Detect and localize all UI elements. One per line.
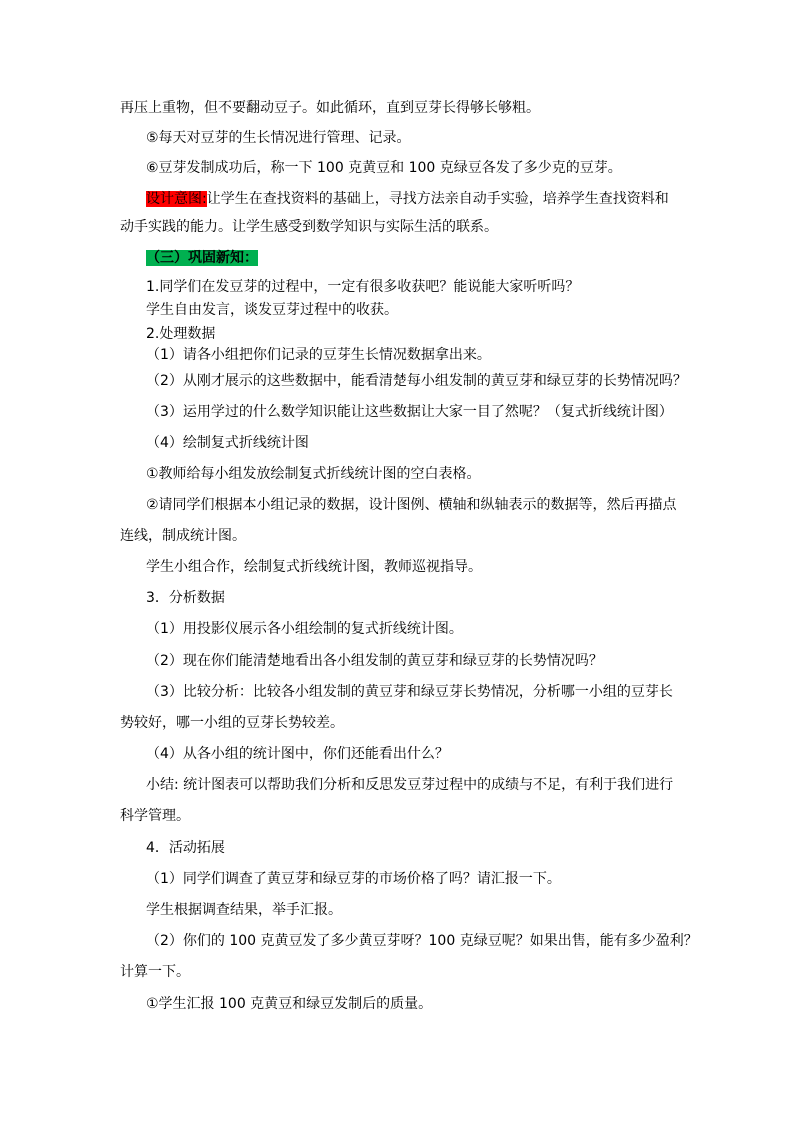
paragraph-line: 小结: 统计图表可以帮助我们分析和反思发豆芽过程中的成绩与不足，有利于我们进行 bbox=[146, 777, 674, 793]
paragraph-line: ②请同学们根据本小组记录的数据，设计图例、横轴和纵轴表示的数据等，然后再描点 bbox=[146, 497, 677, 513]
paragraph-line: 科学管理。 bbox=[120, 808, 190, 824]
section-heading: （三）巩固新知： bbox=[146, 250, 258, 266]
paragraph-line: （1）用投影仪展示各小组绘制的复式折线统计图。 bbox=[146, 621, 463, 637]
paragraph-line: （4）从各小组的统计图中，你们还能看出什么？ bbox=[146, 746, 449, 762]
paragraph-line: （1）请各小组把你们记录的豆芽生长情况数据拿出来。 bbox=[146, 347, 491, 363]
paragraph-text: 让学生在查找资料的基础上，寻找方法亲自动手实验，培养学生查找资料和 bbox=[206, 191, 669, 207]
paragraph-line: ⑥豆芽发制成功后，称一下 100 克黄豆和 100 克绿豆各发了多少克的豆芽。 bbox=[146, 160, 622, 176]
paragraph-line: 计算一下。 bbox=[120, 964, 190, 980]
paragraph-line: ⑤每天对豆芽的生长情况进行管理、记录。 bbox=[146, 130, 411, 146]
paragraph-line: ①教师给每小组发放绘制复式折线统计图的空白表格。 bbox=[146, 466, 481, 482]
paragraph-line: 3．分析数据 bbox=[146, 590, 225, 606]
paragraph-line: （2）现在你们能清楚地看出各小组发制的黄豆芽和绿豆芽的长势情况吗？ bbox=[146, 653, 603, 669]
paragraph-line: 学生根据调查结果，举手汇报。 bbox=[146, 902, 342, 918]
paragraph-line: （3）运用学过的什么数学知识能让这些数据让大家一目了然呢？（复式折线统计图） bbox=[146, 404, 673, 420]
design-intent-label: 设计意图: bbox=[146, 191, 207, 207]
paragraph-line: 连线，制成统计图。 bbox=[120, 528, 246, 544]
paragraph-line: （3）比较分析：比较各小组发制的黄豆芽和绿豆芽长势情况，分析哪一小组的豆芽长 bbox=[146, 684, 673, 700]
paragraph-line: 1.同学们在发豆芽的过程中，一定有很多收获吧？能说能大家听听吗？ bbox=[146, 279, 580, 295]
paragraph-line: 学生小组合作，绘制复式折线统计图，教师巡视指导。 bbox=[146, 559, 482, 575]
paragraph-line: 再压上重物，但不要翻动豆子。如此循环，直到豆芽长得够长够粗。 bbox=[120, 100, 540, 116]
paragraph-line: ①学生汇报 100 克黄豆和绿豆发制后的质量。 bbox=[146, 996, 433, 1012]
paragraph-line: 4．活动拓展 bbox=[146, 840, 225, 856]
paragraph-line: 动手实践的能力。让学生感受到数学知识与实际生活的联系。 bbox=[120, 219, 498, 235]
paragraph-line: （2）你们的 100 克黄豆发了多少黄豆芽呀？100 克绿豆呢？如果出售，能有多少盈利？ bbox=[146, 933, 698, 949]
paragraph-line: 势较好，哪一小组的豆芽长势较差。 bbox=[120, 715, 344, 731]
design-intent-line bbox=[146, 191, 669, 207]
paragraph-line: （4）绘制复式折线统计图 bbox=[146, 435, 309, 451]
section-heading-line bbox=[146, 250, 258, 266]
paragraph-line: 2.处理数据 bbox=[146, 326, 216, 342]
paragraph-line: （2）从刚才展示的这些数据中，能看清楚每小组发制的黄豆芽和绿豆芽的长势情况吗？ bbox=[146, 373, 687, 389]
paragraph-line: （1）同学们调查了黄豆芽和绿豆芽的市场价格了吗？请汇报一下。 bbox=[146, 871, 561, 887]
paragraph-line: 学生自由发言，谈发豆芽过程中的收获。 bbox=[146, 302, 398, 318]
